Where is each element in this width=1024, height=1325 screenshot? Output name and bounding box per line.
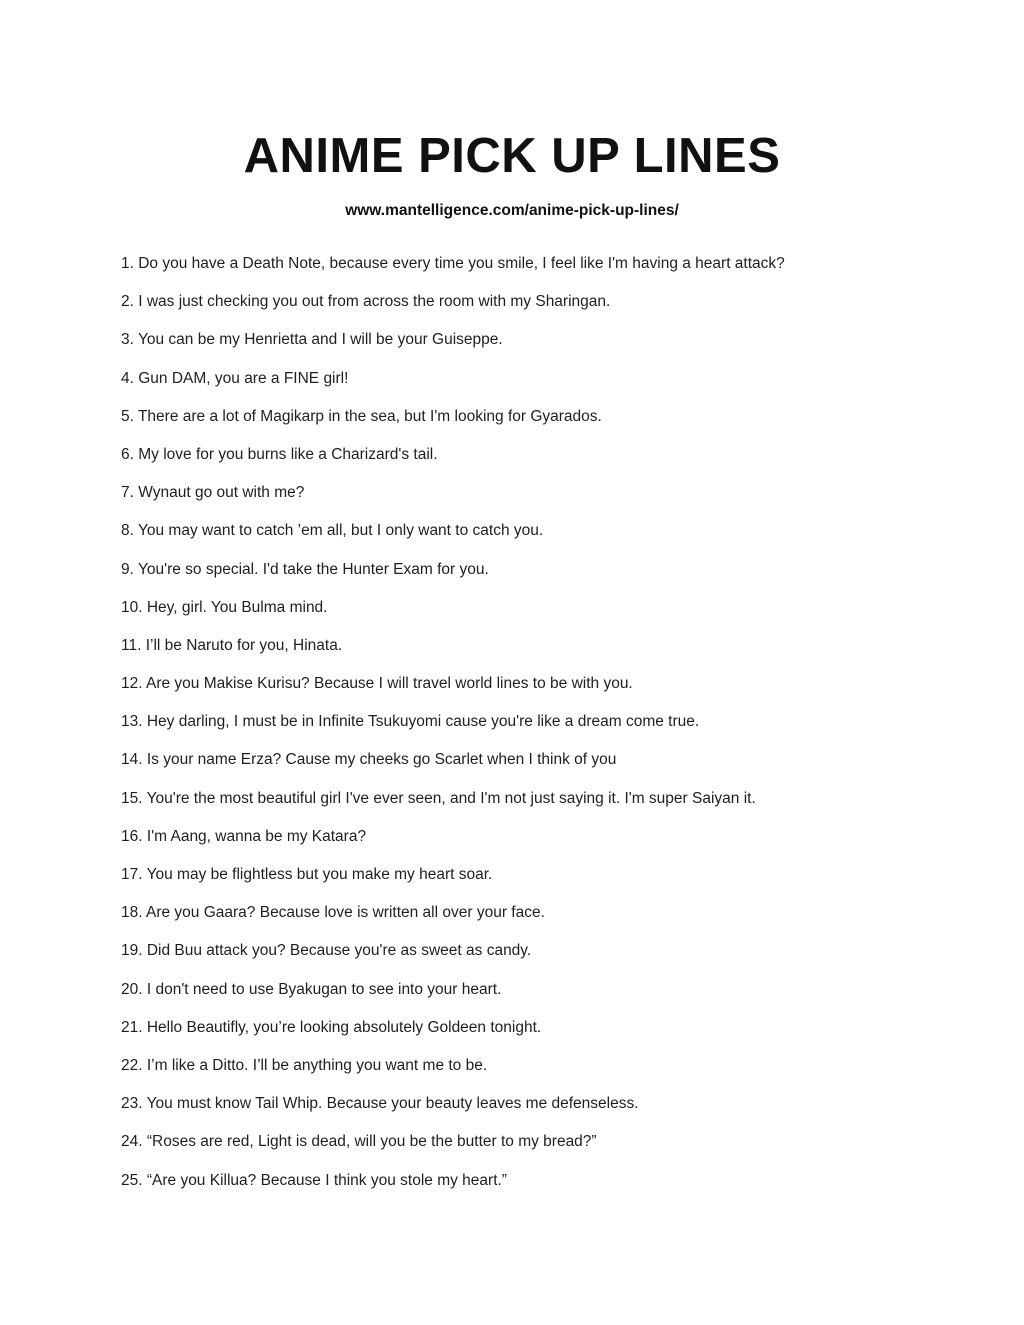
- list-item: 18. Are you Gaara? Because love is written all over your face.: [121, 904, 545, 922]
- list-item: 8. You may want to catch ’em all, but I only want to catch you.: [121, 522, 544, 540]
- list-item: 22. I’m like a Ditto. I’ll be anything you want me to be.: [121, 1056, 488, 1074]
- list-item: 17. You may be flightless but you make my heart soar.: [121, 866, 493, 883]
- list-item: 13. Hey darling, I must be in Infinite Tsukuyomi cause you're like a dream come true.: [121, 713, 700, 731]
- list-item: 21. Hello Beautifly, you’re looking absolutely Goldeen tonight.: [121, 1018, 542, 1036]
- pickup-lines-list: [121, 252, 1001, 1207]
- source-url: www.mantelligence.com/anime-pick-up-lines/: [345, 202, 679, 219]
- list-item: 4. Gun DAM, you are a FINE girl!: [121, 369, 349, 387]
- list-item: 9. You're so special. I'd take the Hunter Exam for you.: [121, 560, 489, 578]
- list-item: 6. My love for you burns like a Charizard's tail.: [121, 445, 438, 463]
- list-item: 7. Wynaut go out with me?: [121, 484, 305, 502]
- list-item: 1. Do you have a Death Note, because every time you smile, I feel like I'm having a heart attack?: [121, 255, 785, 272]
- list-item: 19. Did Buu attack you? Because you're as sweet as candy.: [121, 942, 532, 960]
- list-item: 10. Hey, girl. You Bulma mind.: [121, 598, 328, 616]
- list-item: 24. “Roses are red, Light is dead, will you be the butter to my bread?”: [121, 1133, 597, 1151]
- list-item: 3. You can be my Henrietta and I will be your Guiseppe.: [121, 331, 503, 349]
- list-item: 5. There are a lot of Magikarp in the sea, but I'm looking for Gyarados.: [121, 407, 602, 425]
- list-item: 20. I don't need to use Byakugan to see into your heart.: [121, 980, 502, 998]
- list-item: 11. I’ll be Naruto for you, Hinata.: [121, 636, 343, 654]
- list-item: 16. I'm Aang, wanna be my Katara?: [121, 827, 367, 845]
- list-item: 15. You're the most beautiful girl I've ever seen, and I'm not just saying it. I'm super Saiyan it.: [121, 789, 756, 807]
- list-item: 25. “Are you Killua? Because I think you stole my heart.”: [121, 1171, 507, 1189]
- list-item: 12. Are you Makise Kurisu? Because I will travel world lines to be with you.: [121, 675, 633, 693]
- list-item: 2. I was just checking you out from across the room with my Sharingan.: [121, 293, 611, 311]
- page-title: ANIME PICK UP LINES: [243, 129, 781, 183]
- list-item: 14. Is your name Erza? Cause my cheeks go Scarlet when I think of you: [121, 751, 617, 769]
- list-item: 23. You must know Tail Whip. Because your beauty leaves me defenseless.: [121, 1095, 639, 1113]
